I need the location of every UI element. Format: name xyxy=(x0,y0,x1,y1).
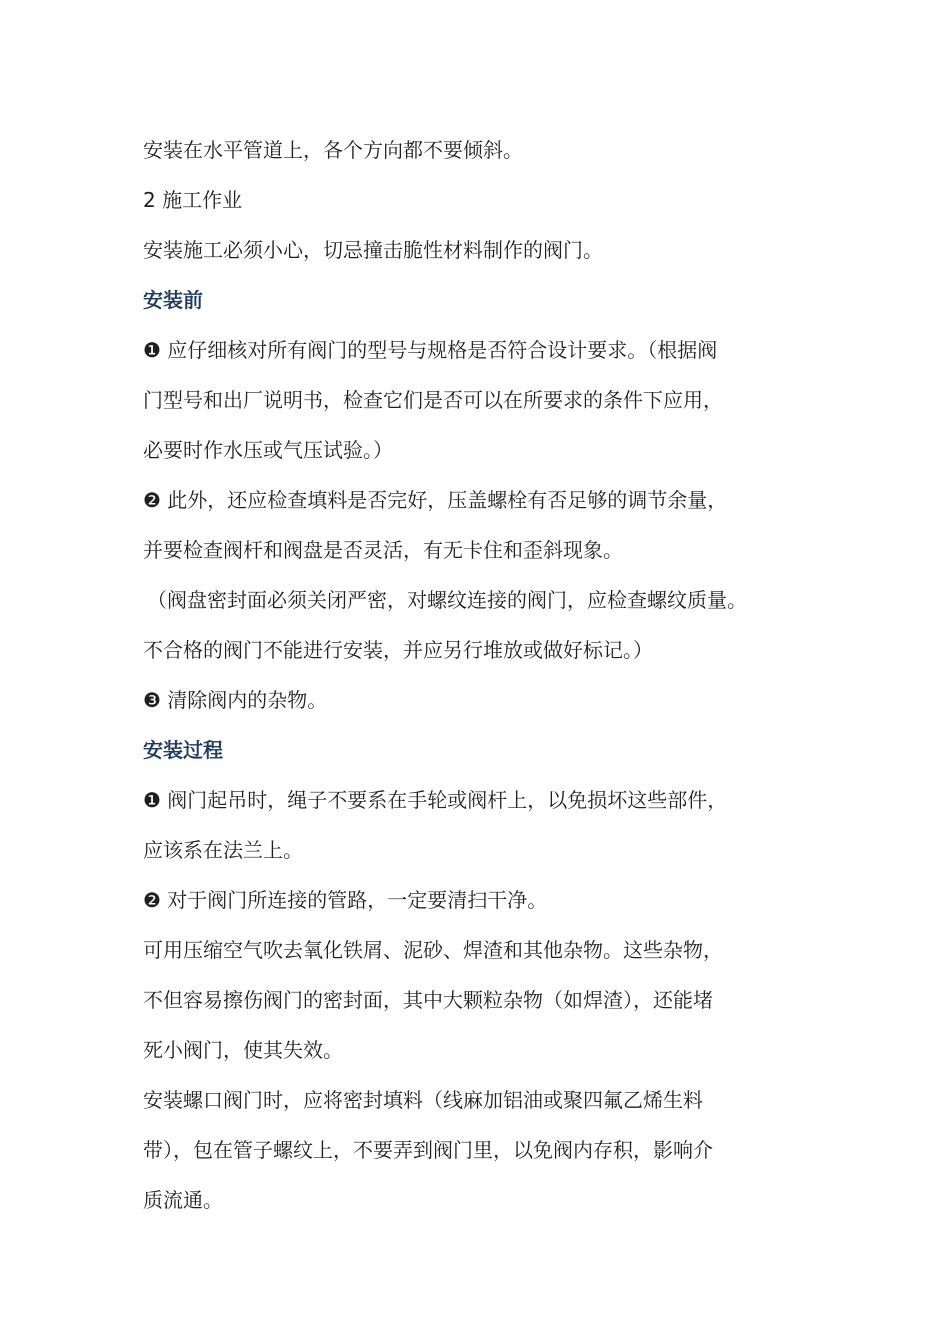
item-1-check-model-line-1: ❶ 应仔细核对所有阀门的型号与规格是否符合设计要求。（根据阀 xyxy=(143,338,718,362)
paragraph-careful-install: 安装施工必须小心，切忌撞击脆性材料制作的阀门。 xyxy=(143,238,603,262)
item-1-lifting-line-1: ❶ 阀门起吊时，绳子不要系在手轮或阀杆上，以免损坏这些部件， xyxy=(143,788,728,812)
heading-install-process: 安装过程 xyxy=(143,738,223,762)
item-3-clear-debris: ❸ 清除阀内的杂物。 xyxy=(143,688,328,712)
heading-before-install: 安装前 xyxy=(143,288,203,312)
paragraph-threaded-valve-line-1: 安装螺口阀门时，应将密封填料（线麻加铝油或聚四氟乙烯生料 xyxy=(143,1088,703,1112)
item-2-check-packing-line-1: ❷ 此外，还应检查填料是否完好，压盖螺栓有否足够的调节余量， xyxy=(143,488,728,512)
item-1-check-model-line-3: 必要时作水压或气压试验。） xyxy=(143,438,393,462)
item-1-check-model-line-2: 门型号和出厂说明书，检查它们是否可以在所要求的条件下应用， xyxy=(143,388,723,412)
paragraph-threaded-valve-line-3: 质流通。 xyxy=(143,1188,223,1212)
item-1-lifting-line-2: 应该系在法兰上。 xyxy=(143,838,303,862)
item-2-clean-pipes: ❷ 对于阀门所连接的管路，一定要清扫干净。 xyxy=(143,888,548,912)
note-sealing-surface-line-1: （阀盘密封面必须关闭严密，对螺纹连接的阀门，应检查螺纹质量。 xyxy=(147,588,747,612)
paragraph-threaded-valve-line-2: 带），包在管子螺纹上，不要弄到阀门里，以免阀内存积，影响介 xyxy=(143,1138,713,1162)
section-title-construction: 2 施工作业 xyxy=(143,188,243,212)
paragraph-compressed-air-line-3: 死小阀门，使其失效。 xyxy=(143,1038,343,1062)
paragraph-compressed-air-line-1: 可用压缩空气吹去氧化铁屑、泥砂、焊渣和其他杂物。这些杂物， xyxy=(143,938,723,962)
note-sealing-surface-line-2: 不合格的阀门不能进行安装，并应另行堆放或做好标记。） xyxy=(143,638,653,662)
paragraph-compressed-air-line-2: 不但容易擦伤阀门的密封面，其中大颗粒杂物（如焊渣），还能堵 xyxy=(143,988,713,1012)
item-2-check-packing-line-2: 并要检查阀杆和阀盘是否灵活，有无卡住和歪斜现象。 xyxy=(143,538,623,562)
paragraph-horizontal-install: 安装在水平管道上，各个方向都不要倾斜。 xyxy=(143,138,523,162)
